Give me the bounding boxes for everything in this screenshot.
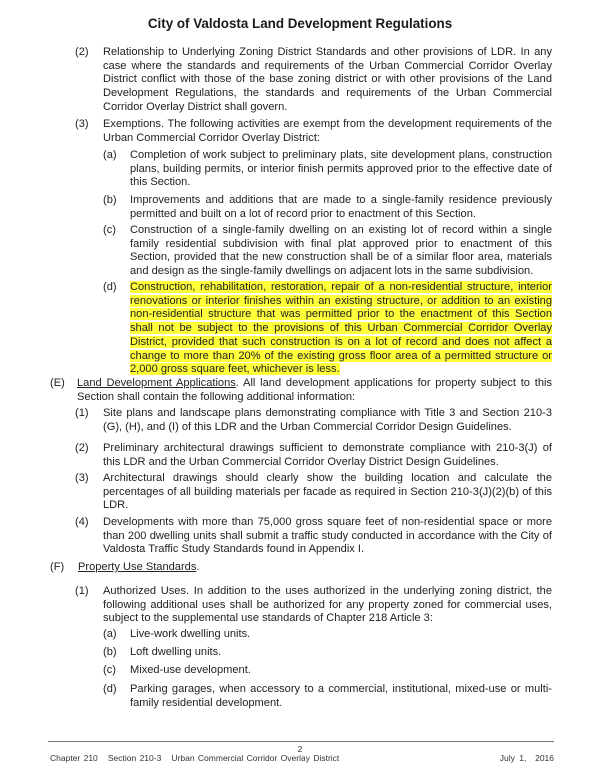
section-E bbox=[50, 377, 552, 404]
section-F bbox=[50, 561, 552, 575]
page-number: 2 bbox=[297, 744, 303, 754]
section-E-3 bbox=[75, 472, 552, 513]
section-3 bbox=[75, 118, 552, 145]
item-text: Live-work dwelling units. bbox=[130, 628, 251, 640]
section-3-b bbox=[103, 194, 552, 221]
section-E-4 bbox=[75, 516, 552, 557]
section-heading: Land Development Applications bbox=[77, 377, 236, 389]
section-E-1 bbox=[75, 407, 552, 434]
footer-chapter-info: Chapter 210 Section 210-3 Urban Commercial Corridor Overlay District bbox=[50, 753, 340, 763]
section-F-1-d bbox=[103, 683, 552, 710]
item-label: (b) bbox=[103, 194, 117, 206]
highlighted-block bbox=[130, 281, 552, 377]
item-label: (d) bbox=[103, 683, 117, 695]
item-label: (c) bbox=[103, 664, 116, 676]
item-text: Authorized Uses. In addition to the uses authorized in the underlying zoning district, the following additional uses shall be authorized for any property zoned for commercial uses, subject to the supplemental use standards of Chapter 218 Article 3: bbox=[103, 585, 552, 625]
item-label: (a) bbox=[103, 149, 117, 161]
section-body: . All land development applications for property subject to this Section shall contain the following additional information: bbox=[77, 377, 552, 403]
section-F-1 bbox=[75, 585, 552, 626]
item-label: (3) bbox=[75, 118, 89, 130]
item-label: (c) bbox=[103, 224, 116, 236]
item-text bbox=[78, 561, 552, 575]
item-text: Relationship to Underlying Zoning District Standards and other provisions of LDR. In any case where the standards and requirements of the Urban Commercial Corridor Overlay District conflict with those of the base zoning district or with other provisions of the Land Development Regulations, the standards and requirements of the Urban Commercial Corridor Overlay District shall govern. bbox=[103, 46, 552, 113]
section-3-a bbox=[103, 149, 552, 190]
item-text: Mixed-use development. bbox=[130, 664, 251, 676]
item-text: Completion of work subject to preliminary plats, site development plans, construction plans, building permits, or interior finish permits approved prior to the effective date of this Section. bbox=[130, 149, 552, 189]
item-label: (b) bbox=[103, 646, 117, 658]
item-label: (1) bbox=[75, 407, 89, 419]
item-text: Developments with more than 75,000 gross square feet of non-residential space or more than 200 dwelling units shall submit a traffic study conducted in accordance with the City of Valdosta Traffic Study Standards found in Appendix I. bbox=[103, 516, 552, 556]
footer-date: July 1, 2016 bbox=[499, 753, 554, 763]
section-F-1-b bbox=[103, 646, 552, 660]
item-label: (3) bbox=[75, 472, 89, 484]
item-text: Preliminary architectural drawings sufficient to demonstrate compliance with 210-3(J) of this LDR and the Urban Commercial Corridor Overlay District Design Guidelines. bbox=[103, 442, 552, 468]
highlighted-text: Construction, rehabilitation, restoration, repair of a non-residential structure, interior renovations or interior finishes within an existing structure, or addition to an existing non-residential structure that was permitted prior to the enactment of this Section shall not be subject to the provisions of this Urban Commercial Corridor Overlay District, provided that such construction is on a lot of record and does not affect a change to more than 20% of the existing gross floor area of a permitted structure or 2,000 gross square feet, whichever is less. bbox=[130, 281, 552, 376]
section-3-c bbox=[103, 224, 552, 279]
item-label: (2) bbox=[75, 442, 89, 454]
item-label: (F) bbox=[50, 561, 65, 573]
item-text: Construction of a single-family dwelling on an existing lot of record within a single family residential subdivision with final plat approved prior to enactment of this Section, provided that the new construction shall be of a similar floor area, materials and design as the single-family dwellings on adjacent lots in the same subdivision. bbox=[130, 224, 552, 278]
item-label: (1) bbox=[75, 585, 89, 597]
item-label: (2) bbox=[75, 46, 89, 58]
item-label: (4) bbox=[75, 516, 89, 528]
item-text bbox=[77, 377, 552, 404]
item-label: (a) bbox=[103, 628, 117, 640]
footer-divider bbox=[48, 741, 554, 742]
item-text: Exemptions. The following activities are exempt from the development requirements of the Urban Commercial Corridor Overlay District: bbox=[103, 118, 552, 144]
section-heading: Property Use Standards bbox=[78, 561, 197, 573]
item-text: Site plans and landscape plans demonstrating compliance with Title 3 and Section 210-3 (G), (H), and (I) of this LDR and the Urban Commercial Corridor Design Guidelines. bbox=[103, 407, 552, 433]
page-title: City of Valdosta Land Development Regulations bbox=[147, 16, 453, 31]
section-3-d bbox=[103, 281, 552, 377]
section-E-2 bbox=[75, 442, 552, 469]
section-2 bbox=[75, 46, 552, 115]
section-F-1-a bbox=[103, 628, 552, 642]
section-F-1-c bbox=[103, 664, 552, 678]
item-label: (E) bbox=[50, 377, 65, 389]
item-text: Parking garages, when accessory to a commercial, institutional, mixed-use or multi-family residential development. bbox=[130, 683, 552, 709]
item-text: Improvements and additions that are made to a single-family residence previously permitted and built on a lot of record prior to enactment of this Section. bbox=[130, 194, 552, 220]
item-text: Architectural drawings should clearly show the building location and calculate the percentages of all building materials per facade as required in Section 210-3(J)(2)(b) of this LDR. bbox=[103, 472, 552, 512]
item-text: Loft dwelling units. bbox=[130, 646, 222, 658]
item-label: (d) bbox=[103, 281, 117, 293]
section-body: . bbox=[196, 561, 200, 573]
